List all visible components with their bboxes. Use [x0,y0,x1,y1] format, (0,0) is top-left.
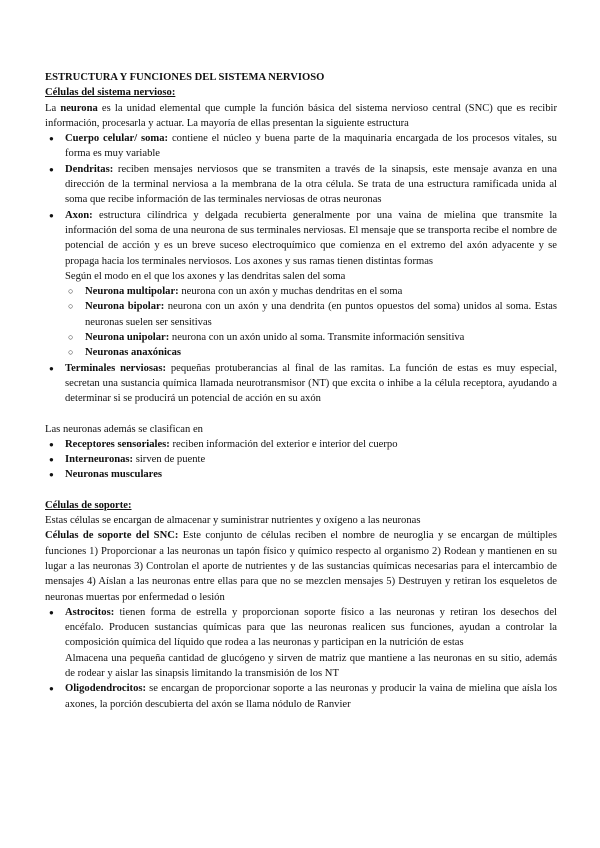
item-text: neurona con un axón y una dendrita (en puntos opuestos del soma) unidos al soma. Estas neuronas suelen ser sensitivas [85,301,557,328]
item-text: neurona con un axón y muchas dendritas en el soma [178,286,403,298]
classification-intro: Las neuronas además se clasifican en [45,423,203,435]
astro-extra-text: Almacena una pequeña cantidad de glucógeno y sirven de matriz que mantiene a las neuronas en su sitio, además de rodear y aislar las sinapsis limitando la transmisión de los NT [65,652,557,679]
item-term: Axon: [65,209,93,221]
classification-list [45,437,557,483]
list-item [45,681,557,712]
item-term: Interneuronas: [65,454,134,466]
item-term: Neuronas anaxónicas [85,347,182,359]
section-heading-support: Células de soporte: [45,499,132,511]
item-text: se encargan de proporcionar soporte a las neuronas y producir la vaina de mielina que aísla los axones, la porción descubierta del axón se llama nódulo de Ranvier [65,683,557,710]
neuron-structure-list [45,131,557,406]
item-term: Astrocitos: [65,606,115,618]
snc-bold-term: Células de soporte del SNC: [45,530,179,542]
item-term: Neuronas musculares [65,469,163,481]
item-text: reciben información del exterior e interior del cuerpo [169,438,398,450]
list-item [45,131,557,162]
item-text: contiene el núcleo y buena parte de la maquinaria encargada de los procesos vitales, su forma es muy variable [65,133,557,160]
list-item [45,605,557,681]
sub-list-item [45,284,557,299]
neuron-type-list [45,284,557,360]
document-page [45,70,557,712]
snc-paragraph [45,528,557,604]
intro-bold-term: neurona [60,102,98,114]
glia-list [45,605,557,712]
item-term: Cuerpo celular/ soma: [65,133,169,145]
item-term: Neurona multipolar: [85,286,179,298]
item-term: Dendritas: [65,163,114,175]
list-item [45,452,557,467]
item-term: Oligodendrocitos: [65,683,147,695]
spacer [45,407,557,422]
document-title: ESTRUCTURA Y FUNCIONES DEL SISTEMA NERVIOSO [45,72,325,83]
item-term: Neurona bipolar: [85,301,165,313]
item-term: Terminales nerviosas: [65,362,166,374]
list-item [45,437,557,452]
modo-text: Según el modo en el que los axones y las dendritas salen del soma [65,270,346,282]
spacer [45,483,557,498]
sub-list-item [45,299,557,330]
snc-text: Este conjunto de células reciben el nombre de neuroglia y se encargan de múltiples funciones 1) Proporcionar a las neuronas un tapón físico y químico respecto al organismo 2) Rodean y mantienen en su lugar a las neuronas 3) Controlan el aporte de nutrientes y de las sustancias químicas necesarias para el intercambio de mensajes 4) Aíslan a las neuronas entre ellas para que no se mezclen mensajes 5) Destruyen y retiran los esqueletos de neuronas muertas por enfermedad o lesión [45,530,557,603]
list-item [45,162,557,208]
item-text: tienen forma de estrella y proporcionan soporte físico a las neuronas y retiran los desechos del encéfalo. Producen sustancias químicas para que las neuronas realicen sus funciones, ayudan a controlar la composición química del líquido que rodea a las neuronas y participan en la nutrición de estas [65,606,557,649]
sub-list-item [45,345,557,360]
item-text: reciben mensajes nerviosos que se transmiten a través de la sinapsis, este mensaje avanza en una dirección de la terminal nerviosa a la membrana de la otra célula. Se trata de una estructura ramificada unida al soma que recibe información de las terminales nerviosas de otras neuronas [65,163,557,206]
item-text: pequeñas protuberancias al final de las ramitas. La función de estas es muy especial, secretan una sustancia química llamada neurotransmisor (NT) que excita o inhibe a la célula receptora, ayudando a determinar si se producirá un potencial de acción en su axón [65,362,557,405]
list-item [45,208,557,361]
support-intro: Estas células se encargan de almacenar y suministrar nutrientes y oxígeno a las neuronas [45,515,421,527]
item-term: Receptores sensoriales: [65,438,170,450]
intro-prefix: La [45,102,61,114]
section-heading-neurons: Células del sistema nervioso: [45,87,176,99]
item-text: neurona con un axón unido al soma. Transmite información sensitiva [169,332,465,344]
list-item [45,467,557,482]
item-text: estructura cilíndrica y delgada recubierta generalmente por una vaina de mielina que transmite la información del soma de una neurona de sus terminales nerviosas. El mensaje que se transporta recibe el nombre de potencial de acción y es un breve suceso electroquímico que comienza en el extremo del axón adyacente y se propaga hacia los terminales nerviosos. Los axones y sus ramas tienen distintas formas [65,209,557,267]
intro-text: es la unidad elemental que cumple la función básica del sistema nervioso central (SNC) que es recibir información, procesarla y actuar. La mayoría de ellas presentan la siguiente estructura [45,102,557,129]
sub-list-item [45,330,557,345]
list-item [45,361,557,407]
item-text: sirven de puente [133,454,206,466]
intro-paragraph [45,101,557,132]
item-term: Neurona unipolar: [85,332,170,344]
